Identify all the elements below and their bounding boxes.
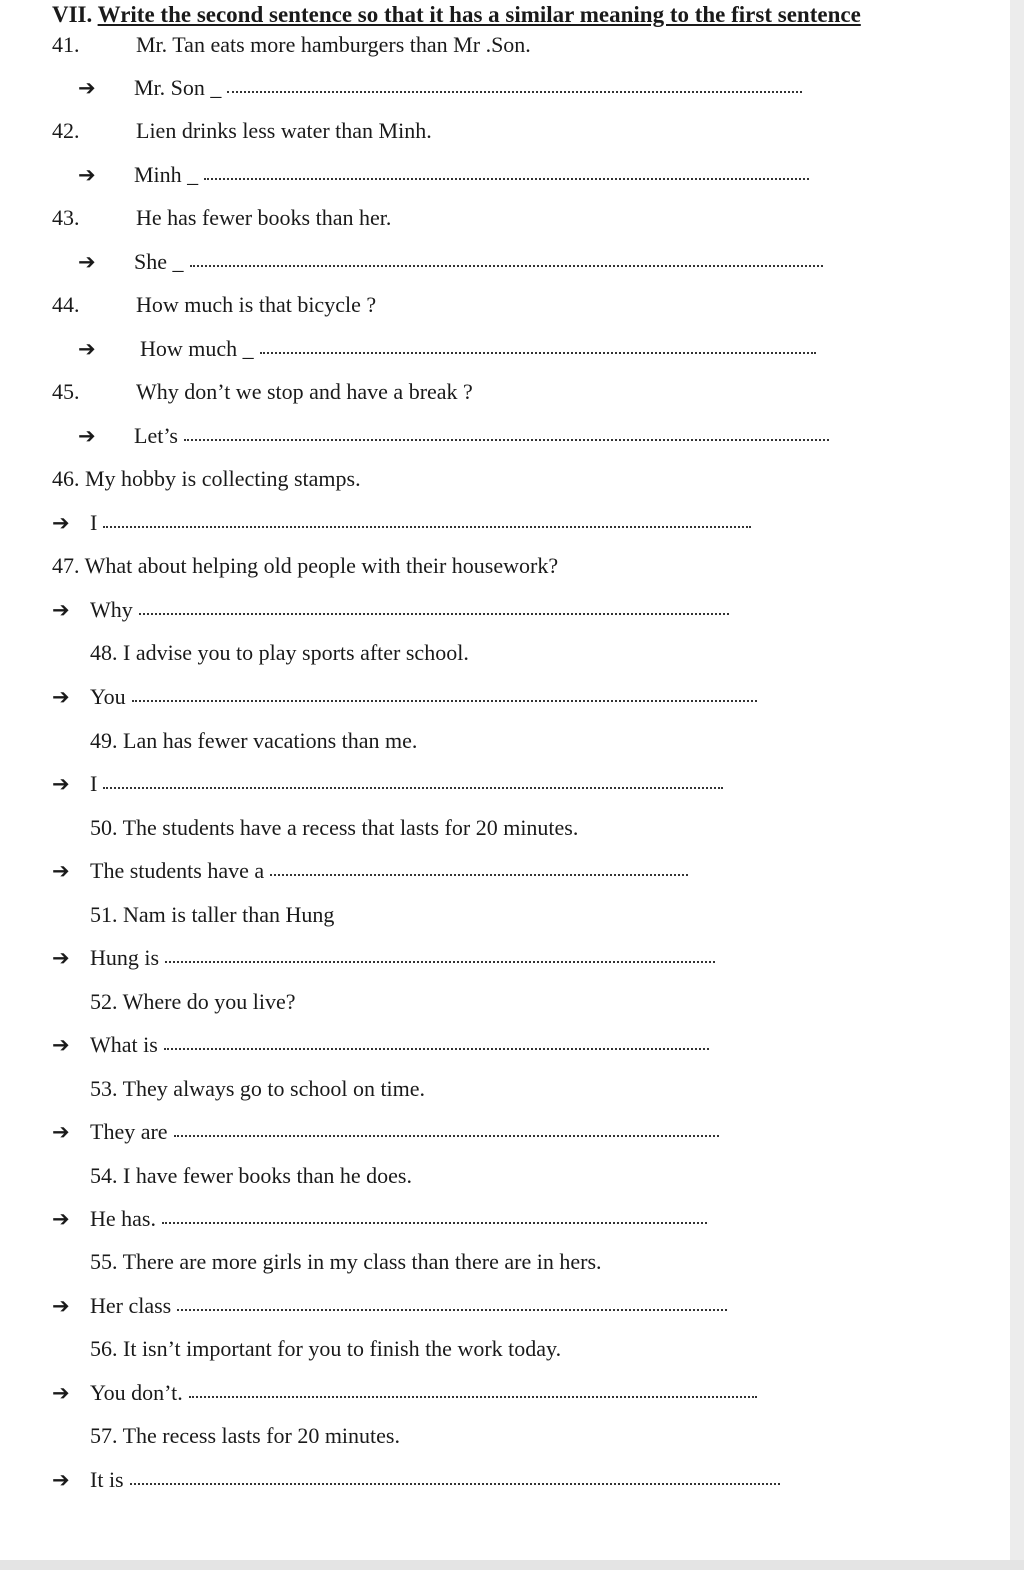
arrow-icon: ➔ bbox=[78, 76, 96, 100]
item-45-sentence: 45. Why don’t we stop and have a break ? bbox=[52, 379, 473, 404]
item-47-sentence: 47. What about helping old people with their housework? bbox=[52, 553, 559, 578]
arrow-icon: ➔ bbox=[52, 946, 70, 970]
item-57-answer[interactable]: ➔ It is bbox=[52, 1467, 780, 1493]
item-51-answer[interactable]: ➔ Hung is bbox=[52, 945, 715, 971]
item-41-sentence: 41. Mr. Tan eats more hamburgers than Mr .Son. bbox=[52, 32, 531, 57]
item-50-answer[interactable]: ➔ The students have a bbox=[52, 858, 688, 884]
item-52-sentence: 52. Where do you live? bbox=[90, 989, 296, 1014]
item-44-sentence: 44. How much is that bicycle ? bbox=[52, 292, 377, 317]
item-46-answer[interactable]: ➔ I bbox=[52, 510, 751, 536]
item-49-answer[interactable]: ➔ I bbox=[52, 771, 723, 797]
answer-blank[interactable] bbox=[174, 1133, 719, 1137]
item-41-answer[interactable]: ➔ Mr. Son _ bbox=[78, 75, 802, 101]
item-44-answer[interactable]: ➔ How much _ bbox=[78, 336, 816, 362]
item-57-sentence: 57. The recess lasts for 20 minutes. bbox=[90, 1423, 400, 1448]
page-right-edge bbox=[1010, 0, 1024, 1570]
item-49-sentence: 49. Lan has fewer vacations than me. bbox=[90, 728, 418, 753]
item-51-sentence: 51. Nam is taller than Hung bbox=[90, 902, 335, 927]
item-45-answer[interactable]: ➔ Let’s bbox=[78, 423, 829, 449]
item-54-answer[interactable]: ➔ He has. bbox=[52, 1206, 707, 1232]
answer-blank[interactable] bbox=[132, 698, 757, 702]
answer-blank[interactable] bbox=[204, 176, 809, 180]
item-50-sentence: 50. The students have a recess that lasts for 20 minutes. bbox=[90, 815, 579, 840]
answer-blank[interactable] bbox=[162, 1220, 707, 1224]
answer-blank[interactable] bbox=[260, 350, 816, 354]
item-42-sentence: 42. Lien drinks less water than Minh. bbox=[52, 118, 432, 143]
item-47-answer[interactable]: ➔ Why bbox=[52, 597, 729, 623]
item-53-answer[interactable]: ➔ They are bbox=[52, 1119, 719, 1145]
item-53-sentence: 53. They always go to school on time. bbox=[90, 1076, 426, 1101]
item-54-sentence: 54. I have fewer books than he does. bbox=[90, 1163, 412, 1188]
item-48-answer[interactable]: ➔ You bbox=[52, 684, 757, 710]
arrow-icon: ➔ bbox=[52, 1468, 70, 1492]
arrow-icon: ➔ bbox=[52, 772, 70, 796]
item-55-sentence: 55. There are more girls in my class than there are in hers. bbox=[90, 1249, 602, 1274]
answer-blank[interactable] bbox=[164, 1046, 709, 1050]
item-56-sentence: 56. It isn’t important for you to finish the work today. bbox=[90, 1336, 562, 1361]
arrow-icon: ➔ bbox=[52, 511, 70, 535]
arrow-icon: ➔ bbox=[52, 1381, 70, 1405]
arrow-icon: ➔ bbox=[78, 163, 96, 187]
section-number: VII. bbox=[52, 2, 93, 27]
answer-blank[interactable] bbox=[270, 872, 688, 876]
section-heading bbox=[52, 2, 861, 28]
arrow-icon: ➔ bbox=[52, 598, 70, 622]
answer-blank[interactable] bbox=[103, 785, 723, 789]
item-43-sentence: 43. He has fewer books than her. bbox=[52, 205, 392, 230]
answer-blank[interactable] bbox=[130, 1481, 780, 1485]
answer-blank[interactable] bbox=[139, 611, 729, 615]
arrow-icon: ➔ bbox=[52, 1033, 70, 1057]
arrow-icon: ➔ bbox=[52, 685, 70, 709]
arrow-icon: ➔ bbox=[52, 1207, 70, 1231]
item-48-sentence: 48. I advise you to play sports after school. bbox=[90, 640, 469, 665]
item-43-answer[interactable]: ➔ She _ bbox=[78, 249, 823, 275]
answer-blank[interactable] bbox=[189, 1394, 757, 1398]
arrow-icon: ➔ bbox=[78, 424, 96, 448]
section-instruction: Write the second sentence so that it has a similar meaning to the first sentence bbox=[97, 2, 861, 27]
item-56-answer[interactable]: ➔ You don’t. bbox=[52, 1380, 757, 1406]
arrow-icon: ➔ bbox=[52, 1294, 70, 1318]
answer-blank[interactable] bbox=[227, 89, 802, 93]
answer-blank[interactable] bbox=[190, 263, 823, 267]
answer-blank[interactable] bbox=[184, 437, 829, 441]
arrow-icon: ➔ bbox=[78, 337, 96, 361]
arrow-icon: ➔ bbox=[52, 859, 70, 883]
arrow-icon: ➔ bbox=[52, 1120, 70, 1144]
answer-blank[interactable] bbox=[165, 959, 715, 963]
answer-blank[interactable] bbox=[103, 524, 751, 528]
arrow-icon: ➔ bbox=[78, 250, 96, 274]
page-bottom-strip bbox=[0, 1560, 1024, 1570]
item-52-answer[interactable]: ➔ What is bbox=[52, 1032, 709, 1058]
item-42-answer[interactable]: ➔ Minh _ bbox=[78, 162, 809, 188]
answer-blank[interactable] bbox=[177, 1307, 727, 1311]
item-55-answer[interactable]: ➔ Her class bbox=[52, 1293, 727, 1319]
item-46-sentence: 46. My hobby is collecting stamps. bbox=[52, 466, 361, 491]
